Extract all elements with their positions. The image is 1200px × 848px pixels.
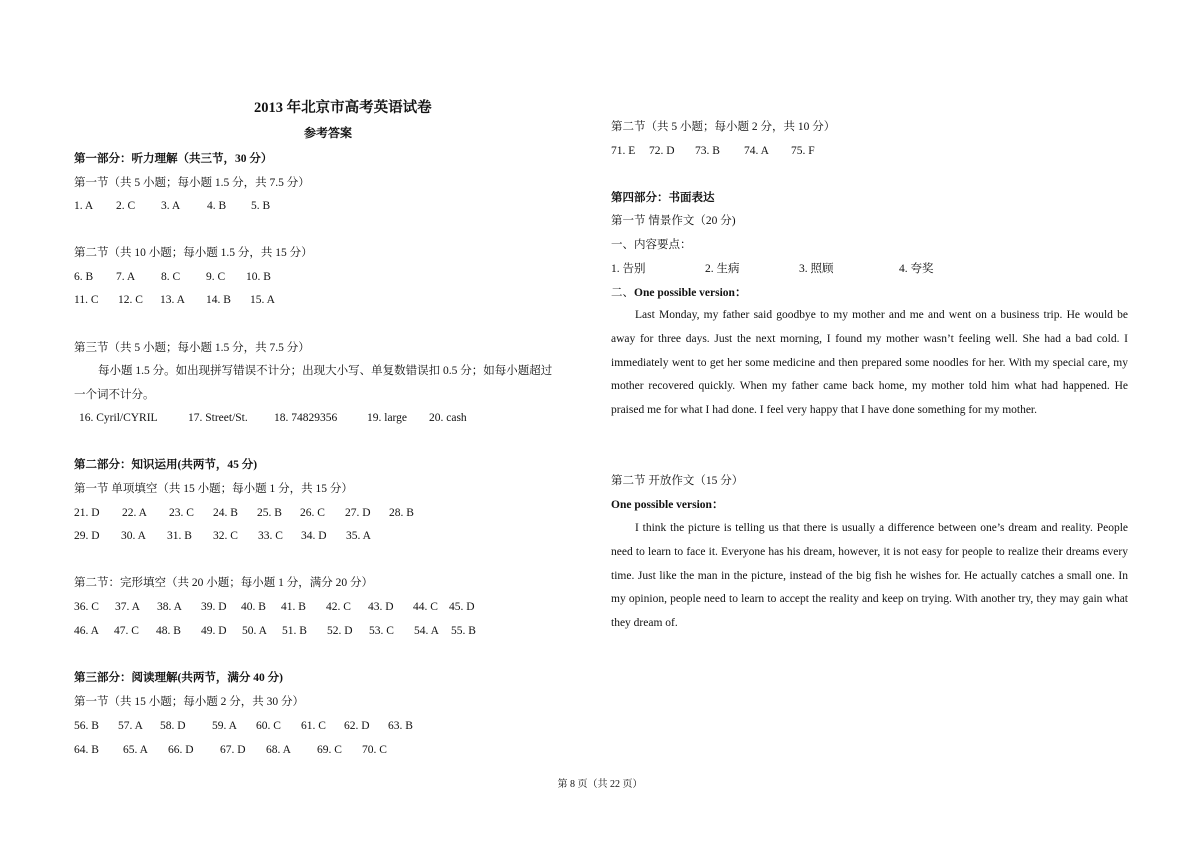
part3-section1-answers-row (74, 742, 387, 758)
answer: 44. C (413, 601, 438, 613)
answer: 71. E (611, 145, 636, 157)
section2-answers-row (74, 292, 275, 308)
answer: 38. A (157, 601, 182, 613)
answer: 7. A (116, 271, 136, 283)
answer: 75. F (791, 145, 815, 157)
part2-heading: 第二部分：知识运用(共两节，45 分) (74, 459, 258, 471)
answer: 31. B (167, 530, 192, 542)
version2-label: One possible version： (611, 499, 724, 511)
answer: 53. C (369, 625, 394, 637)
answer: 68. A (266, 744, 291, 756)
answer: 23. C (169, 507, 194, 519)
essay1-paragraph: Last Monday, my father said goodbye to my mother and me and went on a business trip. He would be away for three days. Just the next morning, I found my mother wasn’t feeling well. She had a bad cold. I immediately went to get her some medicine and then prepared some noodles for her. With my special care, my mother recovered quickly. When my father came back home, my mother told him what had happened. He praised me for what I had done. I feel very happy that I have done something for my mother. (611, 309, 1128, 417)
part3-heading: 第三部分：阅读理解(共两节，满分 40 分) (74, 672, 283, 684)
section1-heading: 第一节（共 5 小题；每小题 1.5 分，共 7.5 分） (74, 177, 310, 189)
answer: 57. A (118, 720, 143, 732)
part4-section2-heading: 第二节 开放作文（15 分） (611, 475, 744, 487)
key-points-heading: 一、内容要点： (611, 239, 692, 251)
answer: 46. A (74, 625, 99, 637)
answer: 20. cash (429, 412, 467, 424)
answer: 52. D (327, 625, 353, 637)
answer: 9. C (206, 271, 226, 283)
answer: 65. A (123, 744, 148, 756)
part3-section1-answers-row (74, 718, 413, 734)
answer: 61. C (301, 720, 326, 732)
section3-heading: 第三节（共 5 小题；每小题 1.5 分，共 7.5 分） (74, 342, 310, 354)
answer: 6. B (74, 271, 94, 283)
section3-note: 每小题 1.5 分。如出现拼写错误不计分；出现大小写、单复数错误扣 0.5 分；如每小题超过 (98, 365, 553, 377)
answer: 41. B (281, 601, 306, 613)
answer: 69. C (317, 744, 342, 756)
key-point: 4. 夸奖 (899, 263, 934, 275)
key-point: 3. 照顾 (799, 263, 834, 275)
answer: 72. D (649, 145, 675, 157)
answer: 39. D (201, 601, 227, 613)
answer: 45. D (449, 601, 475, 613)
answer: 49. D (201, 625, 227, 637)
answer: 22. A (122, 507, 147, 519)
answer: 43. D (368, 601, 394, 613)
answer: 62. D (344, 720, 370, 732)
answer: 50. A (242, 625, 267, 637)
answer: 70. C (362, 744, 387, 756)
page-footer: 第 8 页（共 22 页） (557, 779, 643, 790)
page-subtitle: 参考答案 (304, 126, 353, 140)
answer: 60. C (256, 720, 281, 732)
part2-section1-answers-row (74, 528, 371, 544)
part3-section2-answers (611, 143, 815, 159)
answer: 26. C (300, 507, 325, 519)
answer: 36. C (74, 601, 99, 613)
part2-section1-answers-row (74, 505, 414, 521)
answer: 29. D (74, 530, 100, 542)
section3-answers (79, 410, 467, 426)
answer: 12. C (118, 294, 143, 306)
part2-section2-answers-row (74, 623, 476, 639)
answer: 54. A (414, 625, 439, 637)
answer: 42. C (326, 601, 351, 613)
answer: 24. B (213, 507, 238, 519)
key-point: 1. 告别 (611, 263, 646, 275)
answer: 35. A (346, 530, 371, 542)
part3-section2-heading: 第二节（共 5 小题；每小题 2 分，共 10 分） (611, 121, 836, 133)
answer: 59. A (212, 720, 237, 732)
answer: 30. A (121, 530, 146, 542)
answer: 74. A (744, 145, 769, 157)
answer: 34. D (301, 530, 327, 542)
answer: 15. A (250, 294, 275, 306)
answer: 14. B (206, 294, 231, 306)
part4-heading: 第四部分：书面表达 (611, 192, 715, 204)
answer: 33. C (258, 530, 283, 542)
answer: 64. B (74, 744, 99, 756)
answer: 58. D (160, 720, 186, 732)
page-title: 2013 年北京市高考英语试卷 (254, 100, 432, 116)
answer: 8. C (161, 271, 181, 283)
answer: 66. D (168, 744, 194, 756)
answer: 4. B (207, 200, 227, 212)
part2-section1-heading: 第一节 单项填空（共 15 小题；每小题 1 分，共 15 分） (74, 483, 353, 495)
answer: 11. C (74, 294, 99, 306)
answer: 16. Cyril/CYRIL (79, 412, 158, 424)
key-points (611, 261, 934, 277)
section1-answers (74, 198, 270, 214)
answer: 51. B (282, 625, 307, 637)
answer: 28. B (389, 507, 414, 519)
part2-section2-heading: 第二节：完形填空（共 20 小题；每小题 1 分，满分 20 分） (74, 577, 373, 589)
answer: 40. B (241, 601, 266, 613)
answer: 55. B (451, 625, 476, 637)
answer: 47. C (114, 625, 139, 637)
answer: 13. A (160, 294, 185, 306)
part2-section2-answers-row (74, 599, 475, 615)
version1-prefix: 二、 (611, 287, 634, 299)
part1-heading: 第一部分：听力理解（共三节，30 分） (74, 153, 273, 165)
answer: 32. C (213, 530, 238, 542)
part4-section1-heading: 第一节 情景作文（20 分) (611, 215, 736, 227)
answer: 18. 74829356 (274, 412, 338, 424)
essay2-paragraph: I think the picture is telling us that there is usually a difference between one’s dream and reality. People need to learn to face it. Everyone has his dream, however, it is not easy for people to realize their dreams every time. Just like the man in the picture, instead of the big fish he wishes for. He actually catches a small one. In my opinion, people need to learn to accept the reality and keep on trying. With another try, they may gain what they dream of. (611, 522, 1128, 630)
answer: 1. A (74, 200, 94, 212)
version1-label: One possible version： (634, 287, 747, 299)
answer: 56. B (74, 720, 99, 732)
answer: 63. B (388, 720, 413, 732)
key-point: 2. 生病 (705, 263, 740, 275)
answer: 37. A (115, 601, 140, 613)
section3-note: 一个词不计分。 (74, 389, 155, 401)
answer: 10. B (246, 271, 271, 283)
section2-answers-row (74, 269, 271, 285)
section2-heading: 第二节（共 10 小题；每小题 1.5 分，共 15 分） (74, 247, 313, 259)
answer: 5. B (251, 200, 271, 212)
answer: 3. A (161, 200, 181, 212)
version1-heading (611, 285, 746, 301)
answer: 21. D (74, 507, 100, 519)
answer: 48. B (156, 625, 181, 637)
answer: 17. Street/St. (188, 412, 248, 424)
answer: 67. D (220, 744, 246, 756)
answer: 19. large (367, 412, 408, 424)
answer: 27. D (345, 507, 371, 519)
answer: 25. B (257, 507, 282, 519)
part3-section1-heading: 第一节（共 15 小题；每小题 2 分，共 30 分） (74, 696, 304, 708)
answer: 2. C (116, 200, 136, 212)
answer: 73. B (695, 145, 720, 157)
